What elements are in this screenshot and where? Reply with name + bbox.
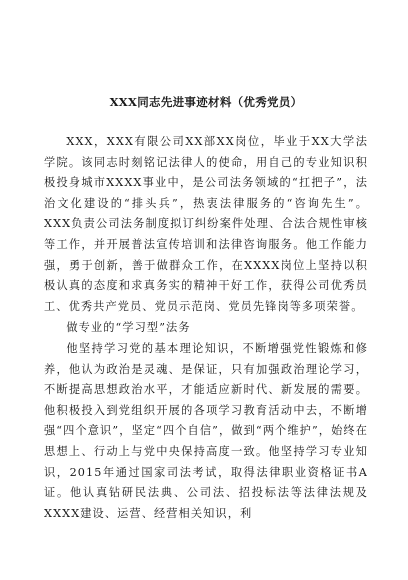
paragraph-study: 他坚持学习党的基本理论知识，不断增强党性锻炼和修养，他认为政治是灵魂、是保证，只有加强政治理论学习，不断提高思想政治水平，才能适应新时代、新发展的需要。他积极投入到党组织开展的各项学习教育活动中去，不断增强“四个意识”，坚定“四个自信”，做到“两个维护”，始终在思想上、行动上与党中央保持高度一致。他坚持学习专业知识，2015年通过国家司法考试，取得法律职业资格证书A证。他认真钻研民法典、公司法、招投标法等法律法规及XXXX建设、运营、经营相关知识，利: [44, 341, 368, 520]
paragraph-intro: XXX，XXX有限公司XX部XX岗位，毕业于XX大学法学院。该同志时刻铭记法律人的使命，用自己的专业知识积极投身城市XXXX事业中，是公司法务领域的“扛把子”，法治文化建设的“排头兵”，热衷法律服务的“咨询先生”。XXX负责公司法务制度拟订纠纷案件处理、合法合规性审核等工作，并开展普法宣传培训和法律咨询服务。他工作能力强，勇于创新，善于做群众工作，在XXXX岗位上坚持以积极认真的态度和求真务实的精神干好工作，获得公司优秀员工、优秀共产党员、党员示范岗、党员先锋岗等多项荣誉。: [44, 135, 368, 313]
section-subheading: 做专业的“学习型”法务: [66, 321, 191, 335]
document-title: XXX同志先进事迹材料（优秀党员）: [109, 95, 303, 109]
